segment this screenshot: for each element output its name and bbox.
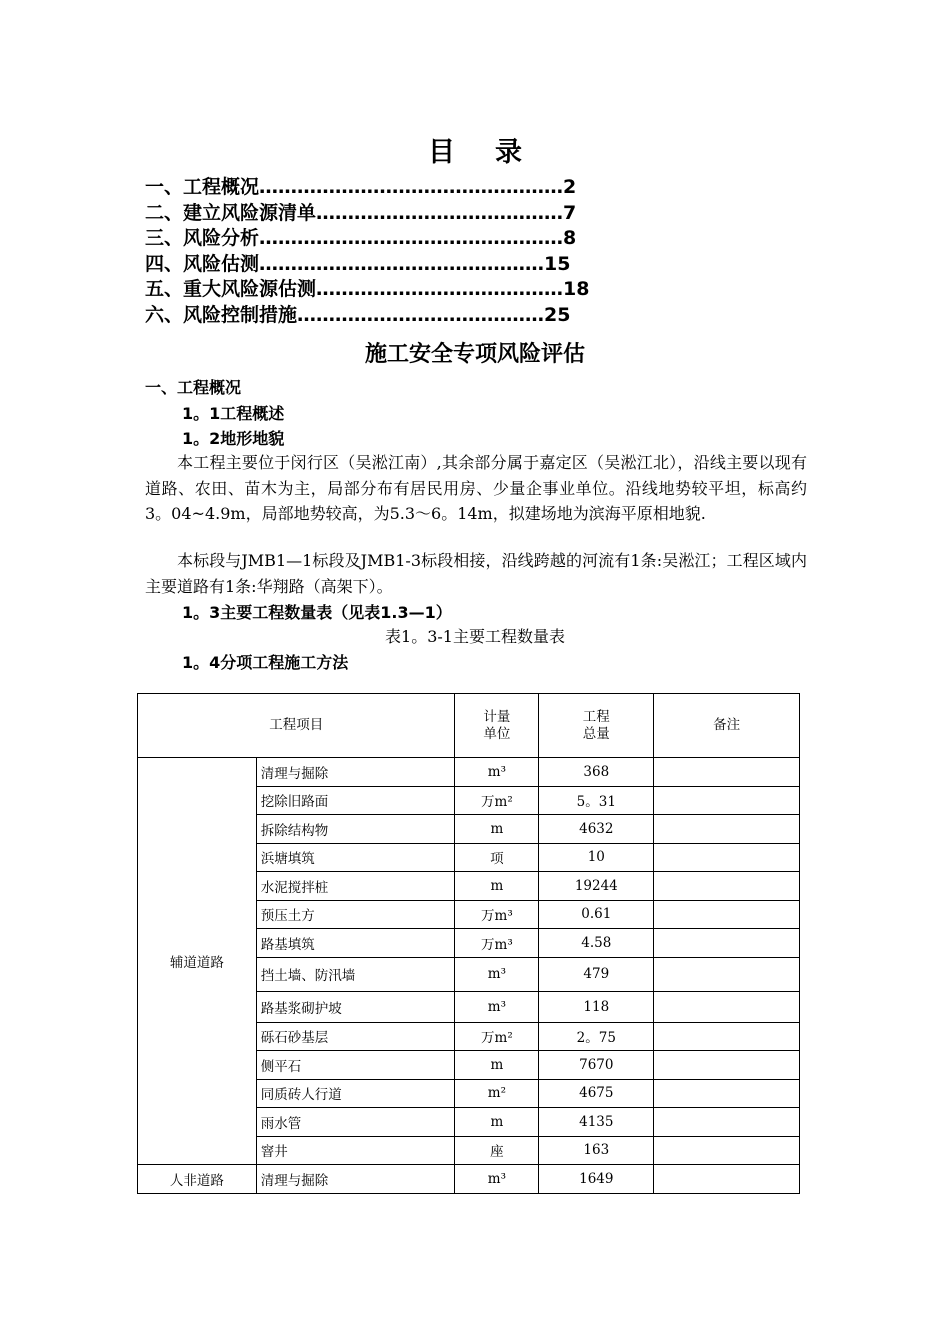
section-heading: 一、工程概况 — [145, 378, 242, 397]
table-of-contents — [145, 175, 705, 328]
quantity-table — [137, 693, 800, 1194]
header-total: 工程总量 — [539, 694, 654, 758]
toc-entry[interactable]: 三、风险分析…………………………………………8 — [145, 227, 577, 249]
table-row: 浜塘填筑 项 10 — [138, 843, 800, 872]
table-caption: 表1。3-1主要工程数量表 — [385, 627, 565, 646]
header-item: 工程项目 — [138, 694, 455, 758]
toc-entry[interactable]: 六、风险控制措施…………………………………25 — [145, 303, 571, 326]
toc-title: 目录 — [428, 137, 562, 168]
table-row: 挖除旧路面 万m² 5。31 — [138, 786, 800, 815]
subsection-heading: 1。4分项工程施工方法 — [182, 653, 349, 672]
table-row: 砾石砂基层 万m² 2。75 — [138, 1022, 800, 1051]
toc-entry[interactable]: 一、工程概况…………………………………………2 — [145, 176, 577, 198]
table-row: 拆除结构物 m 4632 — [138, 815, 800, 844]
table-header-row — [138, 694, 800, 758]
header-unit: 计量单位 — [455, 694, 539, 758]
table-row: 路基浆砌护坡 m³ 118 — [138, 991, 800, 1022]
table-row: 水泥搅拌桩 m 19244 — [138, 872, 800, 901]
table-row: 侧平石 m 7670 — [138, 1051, 800, 1080]
toc-entry[interactable]: 五、重大风险源估测…………………………………18 — [145, 278, 590, 300]
toc-entry[interactable]: 四、风险估测………………………………………15 — [145, 252, 571, 275]
table-row: 人非道路 清理与掘除 m³ 1649 — [138, 1165, 800, 1194]
table-row: 预压土方 万m³ 0.61 — [138, 900, 800, 929]
table-row: 挡土墙、防汛墙 m³ 479 — [138, 957, 800, 991]
document-title: 施工安全专项风险评估 — [364, 342, 585, 367]
table-row: 路基填筑 万m³ 4.58 — [138, 929, 800, 958]
table-row: 雨水管 m 4135 — [138, 1108, 800, 1137]
group-label: 辅道道路 — [138, 758, 257, 1165]
paragraph: 本标段与JMB1—1标段及JMB1-3标段相接，沿线跨越的河流有1条:吴淞江；工程区域内主要道路有1条:华翔路（高架下）。 — [145, 551, 807, 596]
subsection-heading: 1。1工程概述 — [182, 404, 285, 423]
group-label: 人非道路 — [138, 1165, 257, 1194]
header-note: 备注 — [654, 694, 800, 758]
subsection-heading: 1。2地形地貌 — [182, 429, 285, 448]
toc-entry[interactable]: 二、建立风险源清单…………………………………7 — [145, 201, 577, 224]
subsection-heading: 1。3主要工程数量表（见表1.3—1） — [182, 603, 452, 622]
table-row: 辅道道路 清理与掘除 m³ 368 — [138, 758, 800, 787]
table-row: 同质砖人行道 m² 4675 — [138, 1079, 800, 1108]
table-row: 窨井 座 163 — [138, 1136, 800, 1165]
paragraph: 本工程主要位于闵行区（吴淞江南）,其余部分属于嘉定区（吴淞江北），沿线主要以现有道路、农田、苗木为主，局部分布有居民用房、少量企事业单位。沿线地势较平坦，标高约3。04~4.9m，局部地势较高，为5.3～6。14m，拟建场地为滨海平原相地貌. — [145, 453, 807, 523]
